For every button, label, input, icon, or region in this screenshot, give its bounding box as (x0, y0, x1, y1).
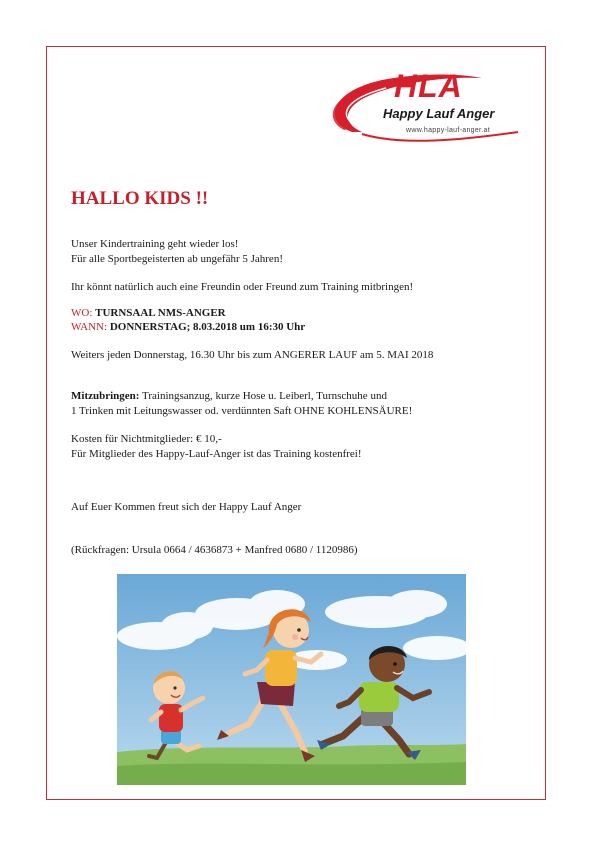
intro-paragraph (71, 237, 283, 267)
running-kids-illustration (117, 574, 466, 785)
costs-line-1: Kosten für Nichtmitglieder: € 10,- (71, 433, 222, 445)
bring-friend-text: Ihr könnt natürlich auch eine Freundin oder Freund zum Training mitbringen! (71, 281, 414, 293)
when-label: WANN: (71, 321, 108, 333)
page-title: HALLO KIDS !! (71, 188, 209, 209)
bring-along-paragraph (71, 389, 412, 419)
bring-line-1: Trainingsanzug, kurze Hose u. Leiberl, Turnschuhe und (142, 390, 387, 402)
costs-line-2: Für Mitglieder des Happy-Lauf-Anger ist das Training kostenfrei! (71, 448, 362, 460)
logo-url: www.happy-lauf-anger.at (406, 127, 490, 134)
bring-label: Mitzubringen: (71, 390, 140, 402)
when-value: DONNERSTAG; 8.03.2018 um 16:30 Uhr (109, 321, 306, 333)
logo-title: HLA (394, 68, 463, 104)
where-value: TURNSAAL NMS-ANGER (95, 307, 226, 319)
logo-subtitle: Happy Lauf Anger (383, 106, 495, 121)
where-label: WO: (71, 307, 93, 319)
intro-line-2: Für alle Sportbegeisterten ab ungefähr 5 Jahren! (71, 253, 283, 265)
further-dates-text: Weiters jeden Donnerstag, 16.30 Uhr bis zum ANGERER LAUF am 5. MAI 2018 (71, 349, 434, 361)
intro-line-1: Unser Kindertraining geht wieder los! (71, 238, 239, 250)
closing-text: Auf Euer Kommen freut sich der Happy Lauf Anger (71, 501, 302, 513)
bring-line-2: 1 Trinken mit Leitungswasser od. verdünnten Saft OHNE KOHLENSÄURE! (71, 405, 413, 417)
contact-text: (Rückfragen: Ursula 0664 / 4636873 + Manfred 0680 / 1120986) (71, 544, 358, 556)
where-line (71, 306, 226, 321)
when-line (71, 320, 305, 335)
costs-paragraph (71, 432, 362, 462)
